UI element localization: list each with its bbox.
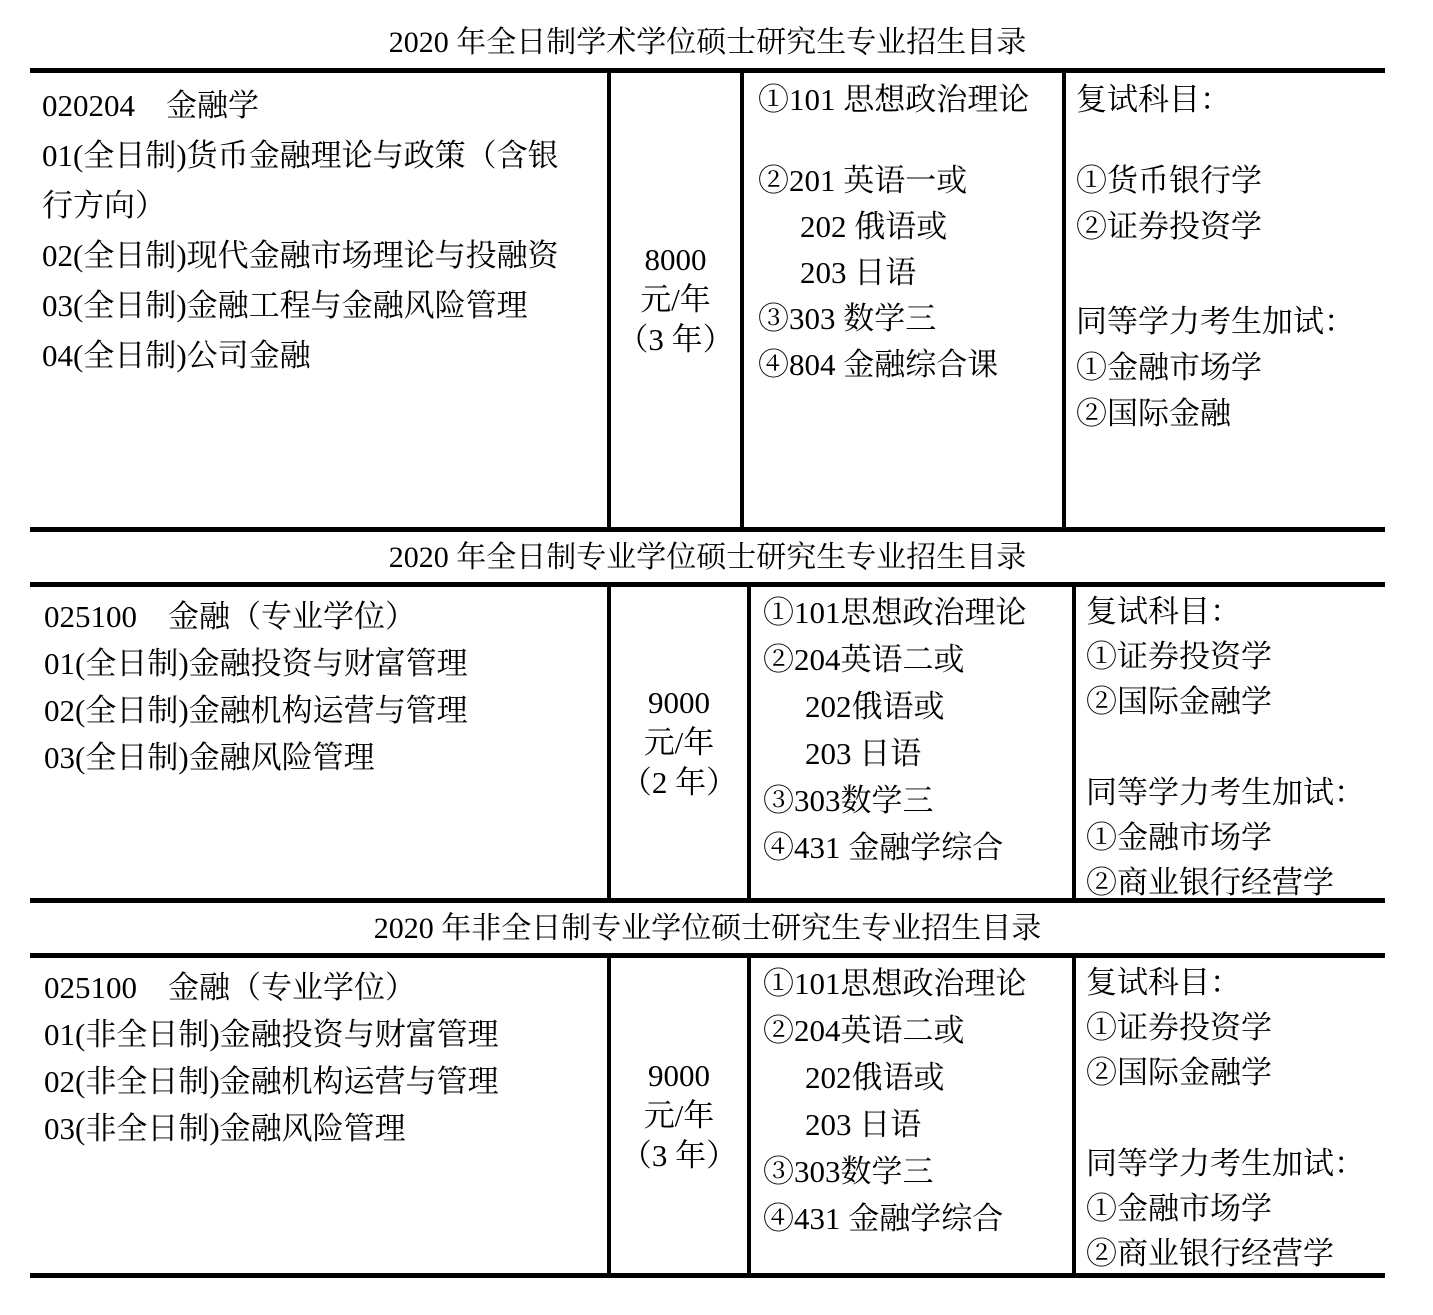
retest-header: 复试科目：	[1086, 965, 1241, 1000]
exam-subject-line: 202俄语或	[805, 1060, 945, 1095]
tuition-unit: 元/年	[643, 1097, 715, 1133]
addtest-subject-line: ②商业银行经营学	[1086, 1236, 1334, 1271]
section-title-professional: 2020 年全日制专业学位硕士研究生专业招生目录	[388, 541, 1027, 574]
exam-subjects-cell	[740, 73, 1062, 527]
major-code: 020204 金融学	[42, 88, 259, 123]
retest-subject-line: ①证券投资学	[1086, 639, 1272, 674]
addtest-header: 同等学力考生加试：	[1076, 304, 1355, 339]
direction-line: 02(全日制)金融机构运营与管理	[44, 693, 468, 728]
tuition-duration: （3 年）	[620, 1137, 738, 1173]
major-code: 025100 金融（专业学位）	[44, 970, 416, 1005]
major-directions-cell	[30, 73, 607, 527]
direction-line: 03(全日制)金融工程与金融风险管理	[42, 288, 528, 323]
exam-subject-line: ②204英语二或	[763, 642, 965, 677]
addtest-subject-line: ②商业银行经营学	[1086, 865, 1334, 898]
exam-subject-line: ②204英语二或	[763, 1013, 965, 1048]
exam-subject-line: ①101 思想政治理论	[758, 82, 1030, 117]
direction-line: 01(非全日制)金融投资与财富管理	[44, 1017, 499, 1052]
direction-line: 02(全日制)现代金融市场理论与投融资	[42, 238, 559, 273]
addtest-subject-line: ①金融市场学	[1076, 350, 1262, 385]
admissions-table-academic	[30, 68, 1385, 532]
exam-subject-line: ③303数学三	[763, 783, 934, 818]
tuition-duration: （3 年）	[617, 322, 734, 357]
retest-subject-line: ②国际金融学	[1086, 1055, 1272, 1090]
exam-subjects-cell	[747, 587, 1072, 898]
tuition-cell	[607, 958, 747, 1273]
retest-cell	[1072, 587, 1385, 898]
exam-subject-line: 202俄语或	[805, 689, 945, 724]
exam-subject-line: ③303 数学三	[758, 301, 937, 336]
exam-subject-line: ②201 英语一或	[758, 163, 968, 198]
exam-subject-line: ①101思想政治理论	[763, 966, 1027, 1001]
major-directions-cell	[30, 958, 607, 1273]
major-directions-cell	[30, 587, 607, 898]
retest-header: 复试科目：	[1086, 594, 1241, 629]
tuition-amount: 9000	[648, 684, 710, 720]
admissions-table-professional	[30, 582, 1385, 903]
exam-subject-line: ③303数学三	[763, 1154, 934, 1189]
exam-subject-line: ④431 金融学综合	[763, 1201, 1004, 1236]
addtest-subject-line: ①金融市场学	[1086, 1191, 1272, 1226]
retest-subject-line: ①货币银行学	[1076, 163, 1262, 198]
exam-subject-line: 202 俄语或	[800, 209, 948, 244]
tuition-cell	[607, 73, 740, 527]
section-title-academic: 2020 年全日制学术学位硕士研究生专业招生目录	[388, 26, 1027, 59]
direction-line: 01(全日制)金融投资与财富管理	[44, 646, 468, 681]
retest-subject-line: ①证券投资学	[1086, 1010, 1272, 1045]
direction-line: 02(非全日制)金融机构运营与管理	[44, 1064, 499, 1099]
direction-line: 01(全日制)货币金融理论与政策（含银行方向）	[42, 138, 559, 223]
addtest-header: 同等学力考生加试：	[1086, 775, 1365, 810]
section-title-parttime: 2020 年非全日制专业学位硕士研究生专业招生目录	[373, 912, 1042, 945]
retest-subject-line: ②证券投资学	[1076, 209, 1262, 244]
tuition-amount: 8000	[644, 242, 707, 277]
exam-subject-line: 203 日语	[805, 736, 922, 771]
addtest-subject-line: ②国际金融	[1076, 396, 1231, 431]
exam-subject-line: 203 日语	[800, 255, 917, 290]
tuition-unit: 元/年	[643, 724, 715, 760]
retest-cell	[1072, 958, 1385, 1273]
direction-line: 04(全日制)公司金融	[42, 338, 311, 373]
retest-cell	[1062, 73, 1385, 527]
addtest-subject-line: ①金融市场学	[1086, 820, 1272, 855]
exam-subjects-cell	[747, 958, 1072, 1273]
exam-subject-line: ①101思想政治理论	[763, 595, 1027, 630]
retest-header: 复试科目：	[1076, 82, 1231, 117]
tuition-duration: （2 年）	[620, 764, 738, 800]
exam-subject-line: 203 日语	[805, 1107, 922, 1142]
direction-line: 03(全日制)金融风险管理	[44, 740, 375, 775]
tuition-amount: 9000	[648, 1057, 710, 1093]
major-code: 025100 金融（专业学位）	[44, 599, 416, 634]
retest-subject-line: ②国际金融学	[1086, 684, 1272, 719]
addtest-header: 同等学力考生加试：	[1086, 1146, 1365, 1181]
direction-line: 03(非全日制)金融风险管理	[44, 1111, 406, 1146]
exam-subject-line: ④804 金融综合课	[758, 347, 999, 382]
tuition-unit: 元/年	[640, 282, 711, 317]
exam-subject-line: ④431 金融学综合	[763, 830, 1004, 865]
tuition-cell	[607, 587, 747, 898]
admissions-table-parttime	[30, 953, 1385, 1278]
